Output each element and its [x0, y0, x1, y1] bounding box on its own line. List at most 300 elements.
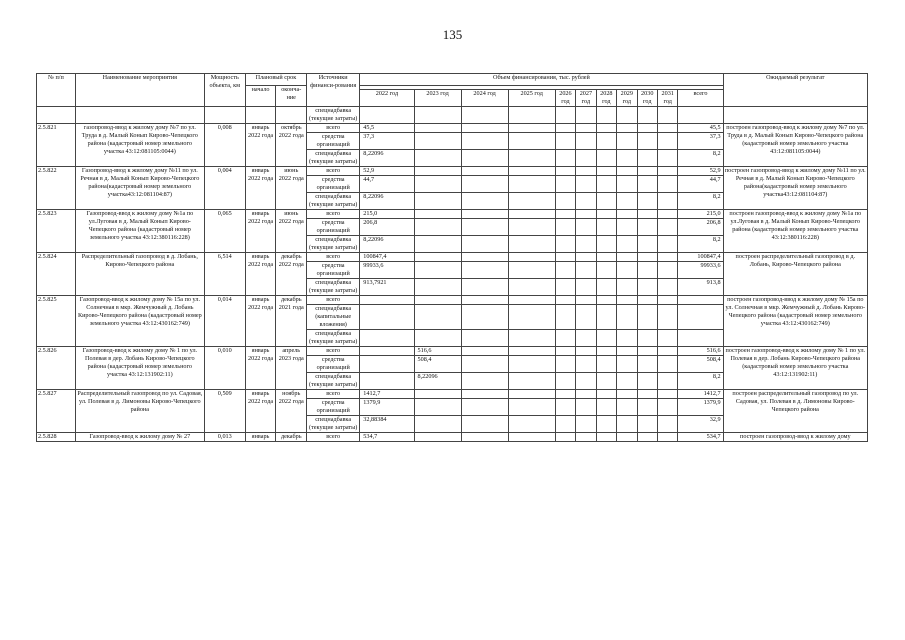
value-empty	[617, 296, 637, 305]
col-num-header: № п/п	[37, 74, 76, 107]
value-empty	[508, 219, 555, 236]
item-start: январь	[245, 433, 276, 442]
value-empty	[555, 279, 575, 296]
year-header: 2026 год	[555, 90, 575, 107]
value-empty	[576, 373, 596, 390]
value-empty	[596, 330, 616, 347]
source-cell: спецнадбавка (текущие затраты)	[307, 150, 360, 167]
item-result: построен газопровод-ввод к жилому дому №11 по ул. Речная в д. Малый Конып Кирово-Чепецкого района(кадастровый номер земельного участка43:12:081104:87)	[723, 167, 867, 210]
value-2022	[360, 373, 414, 390]
value-empty	[596, 416, 616, 433]
value-2022: 52,9	[360, 167, 414, 176]
item-name: Газопровод-ввод к жилому дому № 27	[75, 433, 204, 442]
value-2022: 44,7	[360, 176, 414, 193]
value-empty	[596, 305, 616, 330]
value-total: 8,2	[678, 373, 723, 390]
value-empty	[657, 150, 677, 167]
value-empty	[637, 416, 657, 433]
value-empty	[576, 296, 596, 305]
value-total: 8,2	[678, 193, 723, 210]
value-empty	[461, 167, 508, 176]
value-2023	[414, 193, 461, 210]
value-empty	[576, 399, 596, 416]
item-end: ноябрь 2022 года	[276, 390, 307, 433]
table-row	[37, 390, 868, 399]
col-name-header: Наименование мероприятия	[75, 74, 204, 107]
item-result: построен распределительный газопровод в д. Лобань, Кирово-Чепецкого района	[723, 253, 867, 296]
value-empty	[576, 279, 596, 296]
value-2023	[414, 305, 461, 330]
value-total: 37,3	[678, 133, 723, 150]
value-empty	[461, 356, 508, 373]
col-term-end-header: оконча-ние	[276, 86, 307, 107]
source-cell: средства организаций	[307, 133, 360, 150]
value-2022: 1379,9	[360, 399, 414, 416]
value-empty	[555, 133, 575, 150]
item-start: январь 2022 года	[245, 210, 276, 253]
value-empty	[461, 210, 508, 219]
value-total: 44,7	[678, 176, 723, 193]
value-empty	[508, 210, 555, 219]
value-empty	[555, 347, 575, 356]
value-empty	[596, 399, 616, 416]
value-empty	[555, 399, 575, 416]
value-empty	[461, 390, 508, 399]
value-empty	[637, 296, 657, 305]
year-header: 2027 год	[576, 90, 596, 107]
value-empty	[508, 167, 555, 176]
item-name: Газопровод-ввод к жилому дому № 1 по ул. Полевая в дер. Лобань Кирово-Чепецкого района (кадастровый номер земельного участка 43:12:131902:11)	[75, 347, 204, 390]
value-empty	[657, 416, 677, 433]
page-number: 135	[442, 27, 463, 42]
item-capacity: 0,008	[204, 124, 245, 167]
value-empty	[555, 416, 575, 433]
value-empty	[617, 193, 637, 210]
value-empty	[617, 150, 637, 167]
item-capacity: 0,014	[204, 296, 245, 347]
item-name: Распределительный газопровод в д. Лобань, Кирово-Чепецкого района	[75, 253, 204, 296]
value-empty	[576, 193, 596, 210]
value-empty	[576, 305, 596, 330]
value-empty	[637, 176, 657, 193]
value-empty	[555, 305, 575, 330]
col-term-start-header: начало	[245, 86, 276, 107]
value-total	[678, 296, 723, 305]
value-2022: 8,22096	[360, 236, 414, 253]
value-2022: 45,5	[360, 124, 414, 133]
value-empty	[461, 219, 508, 236]
source-cell: всего	[307, 347, 360, 356]
value-2022: 37,3	[360, 133, 414, 150]
item-number: 2.5.825	[37, 296, 76, 347]
value-empty	[555, 150, 575, 167]
item-capacity: 6,514	[204, 253, 245, 296]
value-2023	[414, 279, 461, 296]
value-2023	[414, 253, 461, 262]
year-header: 2023 год	[414, 90, 461, 107]
header-row-1	[37, 74, 868, 86]
value-empty	[637, 347, 657, 356]
value-empty	[657, 433, 677, 442]
source-cell: спецнадбавка (текущие затраты)	[307, 279, 360, 296]
value-empty	[508, 330, 555, 347]
value-total: 206,8	[678, 219, 723, 236]
item-end: декабрь 2021 года	[276, 296, 307, 347]
value-empty	[617, 124, 637, 133]
source-cell: средства организаций	[307, 356, 360, 373]
value-empty	[657, 390, 677, 399]
item-result: построен газопровод-ввод к жилому дому №1а по ул.Луговая в д. Малый Конып Кирово-Чепецкого района (кадастровый номер земельного участка 43:12:380116:228)	[723, 210, 867, 253]
value-empty	[555, 193, 575, 210]
value-empty	[461, 416, 508, 433]
table-row	[37, 210, 868, 219]
value-empty	[637, 279, 657, 296]
value-empty	[657, 133, 677, 150]
value-total: 516,6	[678, 347, 723, 356]
value-empty	[596, 167, 616, 176]
value-empty	[596, 219, 616, 236]
value-total: 8,2	[678, 236, 723, 253]
col-result-header: Ожидаемый результат	[723, 74, 867, 107]
source-cell: средства организаций	[307, 219, 360, 236]
value-2023	[414, 133, 461, 150]
value-empty	[576, 390, 596, 399]
value-empty	[596, 210, 616, 219]
value-empty	[657, 253, 677, 262]
value-empty	[576, 416, 596, 433]
value-total: 913,8	[678, 279, 723, 296]
value-empty	[657, 347, 677, 356]
value-total: 1412,7	[678, 390, 723, 399]
item-start: январь 2022 года	[245, 167, 276, 210]
value-empty	[461, 262, 508, 279]
value-empty	[508, 236, 555, 253]
source-cell: всего	[307, 253, 360, 262]
value-empty	[555, 373, 575, 390]
item-end: декабрь	[276, 433, 307, 442]
value-empty	[555, 330, 575, 347]
source-cell: всего	[307, 296, 360, 305]
financing-table	[36, 73, 868, 442]
value-2023	[414, 416, 461, 433]
value-empty	[508, 279, 555, 296]
value-empty	[576, 236, 596, 253]
value-total	[678, 330, 723, 347]
source-cell: спецнадбавка (текущие затраты)	[307, 330, 360, 347]
value-empty	[576, 210, 596, 219]
value-empty	[461, 296, 508, 305]
item-result: построен газопровод-ввод к жилому дому №7 по ул. Труда в д. Малый Конып Кирово-Чепецкого района (кадастровый номер земельного участка 43:12:081105:0044)	[723, 124, 867, 167]
value-2023	[414, 262, 461, 279]
item-name: Распределительный газопровод по ул. Садовая, ул. Полевая в д. Лимоновы Кирово-Чепецкого района	[75, 390, 204, 433]
value-empty	[461, 373, 508, 390]
value-empty	[555, 124, 575, 133]
value-2023	[414, 296, 461, 305]
value-empty	[596, 176, 616, 193]
source-cell: спецнадбавка (текущие затраты)	[307, 107, 360, 124]
value-empty	[596, 356, 616, 373]
value-empty	[576, 133, 596, 150]
item-end: апрель 2023 года	[276, 347, 307, 390]
value-empty	[637, 167, 657, 176]
value-empty	[637, 133, 657, 150]
value-empty	[596, 347, 616, 356]
value-empty	[508, 433, 555, 442]
item-start: январь 2022 года	[245, 124, 276, 167]
value-empty	[508, 133, 555, 150]
source-cell: всего	[307, 210, 360, 219]
value-2022: 100847,4	[360, 253, 414, 262]
value-empty	[617, 356, 637, 373]
value-empty	[657, 193, 677, 210]
col-capacity-header: Мощность объекта, км	[204, 74, 245, 107]
value-empty	[461, 124, 508, 133]
value-2022: 1412,7	[360, 390, 414, 399]
item-end: декабрь 2022 года	[276, 253, 307, 296]
source-cell: всего	[307, 124, 360, 133]
value-empty	[617, 210, 637, 219]
year-header: 2024 год	[461, 90, 508, 107]
value-empty	[637, 390, 657, 399]
value-empty	[576, 347, 596, 356]
value-total: 534,7	[678, 433, 723, 442]
value-empty	[508, 262, 555, 279]
value-2023: 8,22096	[414, 373, 461, 390]
col-volume-header: Объем финансирования, тыс. рублей	[360, 74, 723, 86]
table-row	[37, 167, 868, 176]
source-cell: спецнадбавка (текущие затраты)	[307, 236, 360, 253]
value-empty	[596, 236, 616, 253]
value-2023	[414, 219, 461, 236]
item-number: 2.5.827	[37, 390, 76, 433]
value-empty	[508, 399, 555, 416]
value-empty	[637, 373, 657, 390]
value-empty	[657, 236, 677, 253]
source-cell: средства организаций	[307, 399, 360, 416]
item-result: построен газопровод-ввод к жилому дому	[723, 433, 867, 442]
value-empty	[461, 236, 508, 253]
value-empty	[576, 176, 596, 193]
value-empty	[576, 150, 596, 167]
value-empty	[657, 399, 677, 416]
value-empty	[637, 210, 657, 219]
value-empty	[555, 167, 575, 176]
value-2022: 206,8	[360, 219, 414, 236]
item-end: октябрь 2022 года	[276, 124, 307, 167]
value-total: 508,4	[678, 356, 723, 373]
value-empty	[617, 176, 637, 193]
value-empty	[657, 167, 677, 176]
year-header: 2025 год	[508, 90, 555, 107]
value-empty	[617, 330, 637, 347]
value-2022: 8,22096	[360, 193, 414, 210]
table-row	[37, 296, 868, 305]
item-number: 2.5.824	[37, 253, 76, 296]
value-empty	[461, 433, 508, 442]
value-empty	[657, 330, 677, 347]
value-empty	[508, 347, 555, 356]
source-cell: всего	[307, 167, 360, 176]
value-2023	[414, 399, 461, 416]
value-empty	[617, 219, 637, 236]
value-empty	[555, 390, 575, 399]
col-source-header: Источники финанси-рования	[307, 74, 360, 107]
value-empty	[596, 279, 616, 296]
value-empty	[617, 133, 637, 150]
value-empty	[617, 236, 637, 253]
item-start: январь 2022 года	[245, 296, 276, 347]
value-empty	[617, 279, 637, 296]
item-start: январь 2022 года	[245, 253, 276, 296]
value-empty	[461, 330, 508, 347]
value-empty	[576, 253, 596, 262]
table-row	[37, 253, 868, 262]
value-2023	[414, 236, 461, 253]
value-2022	[360, 296, 414, 305]
value-empty	[461, 133, 508, 150]
value-empty	[508, 416, 555, 433]
value-empty	[657, 124, 677, 133]
value-empty	[617, 399, 637, 416]
value-empty	[508, 150, 555, 167]
value-2023	[414, 390, 461, 399]
source-cell: всего	[307, 390, 360, 399]
item-number: 2.5.828	[37, 433, 76, 442]
value-2022: 534,7	[360, 433, 414, 442]
value-empty	[555, 176, 575, 193]
value-2022	[360, 347, 414, 356]
value-empty	[555, 219, 575, 236]
value-empty	[657, 279, 677, 296]
value-empty	[555, 210, 575, 219]
table-row	[37, 124, 868, 133]
value-empty	[596, 296, 616, 305]
value-2022	[360, 330, 414, 347]
value-2022: 99933,6	[360, 262, 414, 279]
source-cell: спецнадбавка (текущие затраты)	[307, 193, 360, 210]
value-empty	[637, 262, 657, 279]
value-empty	[461, 253, 508, 262]
value-total: 1379,9	[678, 399, 723, 416]
value-empty	[508, 253, 555, 262]
value-empty	[508, 176, 555, 193]
item-number: 2.5.823	[37, 210, 76, 253]
value-total: 8,2	[678, 150, 723, 167]
value-2022	[360, 356, 414, 373]
source-cell: средства организаций	[307, 176, 360, 193]
year-header: 2029 год	[617, 90, 637, 107]
value-2023	[414, 330, 461, 347]
value-empty	[617, 373, 637, 390]
value-empty	[555, 253, 575, 262]
value-empty	[555, 236, 575, 253]
item-result: построен газопровод-ввод к жилому дому № 1 по ул. Полевая в дер. Лобань Кирово-Чепецкого района (кадастровый номер земельного участка 43:12:131902:11)	[723, 347, 867, 390]
value-empty	[637, 305, 657, 330]
value-empty	[637, 193, 657, 210]
source-cell: всего	[307, 433, 360, 442]
value-empty	[508, 356, 555, 373]
value-empty	[617, 416, 637, 433]
item-start: январь 2022 года	[245, 347, 276, 390]
value-empty	[508, 124, 555, 133]
year-header: всего	[678, 90, 723, 107]
value-2023	[414, 150, 461, 167]
col-term-header: Плановый срок	[245, 74, 306, 86]
value-empty	[657, 305, 677, 330]
item-name: Газопровод-ввод к жилому дому №1а по ул.Луговая в д. Малый Конып Кирово-Чепецкого района (кадастровый номер земельного участка 43:12:380116:228)	[75, 210, 204, 253]
item-capacity: 0,004	[204, 167, 245, 210]
item-end: июнь 2022 года	[276, 210, 307, 253]
value-empty	[596, 390, 616, 399]
year-header: 2031 год	[657, 90, 677, 107]
continued-row	[37, 107, 868, 124]
value-empty	[576, 124, 596, 133]
value-empty	[596, 253, 616, 262]
value-empty	[576, 167, 596, 176]
value-empty	[617, 390, 637, 399]
value-empty	[657, 373, 677, 390]
value-2022: 215,0	[360, 210, 414, 219]
value-empty	[596, 433, 616, 442]
value-total: 52,9	[678, 167, 723, 176]
value-empty	[617, 167, 637, 176]
value-2022: 32,88384	[360, 416, 414, 433]
value-empty	[617, 433, 637, 442]
value-empty	[637, 399, 657, 416]
item-number: 2.5.822	[37, 167, 76, 210]
item-capacity: 0,013	[204, 433, 245, 442]
value-empty	[555, 262, 575, 279]
item-result: построен газопровод-ввод к жилому дому № 15а по ул. Солнечная в мкр. Жемчужный д. Лобань Кирово-Чепецкого района (кадастровый номер земельного участка 43:12:430162:749)	[723, 296, 867, 347]
value-total: 215,0	[678, 210, 723, 219]
value-empty	[617, 347, 637, 356]
value-empty	[576, 356, 596, 373]
value-empty	[637, 124, 657, 133]
value-empty	[657, 262, 677, 279]
value-empty	[596, 193, 616, 210]
year-header: 2022 год	[360, 90, 414, 107]
value-2023	[414, 167, 461, 176]
value-empty	[617, 305, 637, 330]
value-2022: 8,22096	[360, 150, 414, 167]
source-cell: спецнадбавка (текущие затраты)	[307, 373, 360, 390]
value-total	[678, 305, 723, 330]
value-empty	[617, 262, 637, 279]
item-start: январь 2022 года	[245, 390, 276, 433]
value-total: 32,9	[678, 416, 723, 433]
value-empty	[461, 347, 508, 356]
value-empty	[637, 253, 657, 262]
value-empty	[555, 433, 575, 442]
value-empty	[461, 193, 508, 210]
value-empty	[596, 124, 616, 133]
value-empty	[596, 150, 616, 167]
value-empty	[461, 279, 508, 296]
value-empty	[637, 433, 657, 442]
value-empty	[508, 373, 555, 390]
value-total: 45,5	[678, 124, 723, 133]
value-2023: 516,6	[414, 347, 461, 356]
value-empty	[508, 296, 555, 305]
year-header: 2030 год	[637, 90, 657, 107]
year-header: 2028 год	[596, 90, 616, 107]
value-empty	[461, 150, 508, 167]
value-empty	[657, 210, 677, 219]
value-2023	[414, 176, 461, 193]
item-number: 2.5.821	[37, 124, 76, 167]
value-empty	[596, 262, 616, 279]
value-empty	[576, 219, 596, 236]
